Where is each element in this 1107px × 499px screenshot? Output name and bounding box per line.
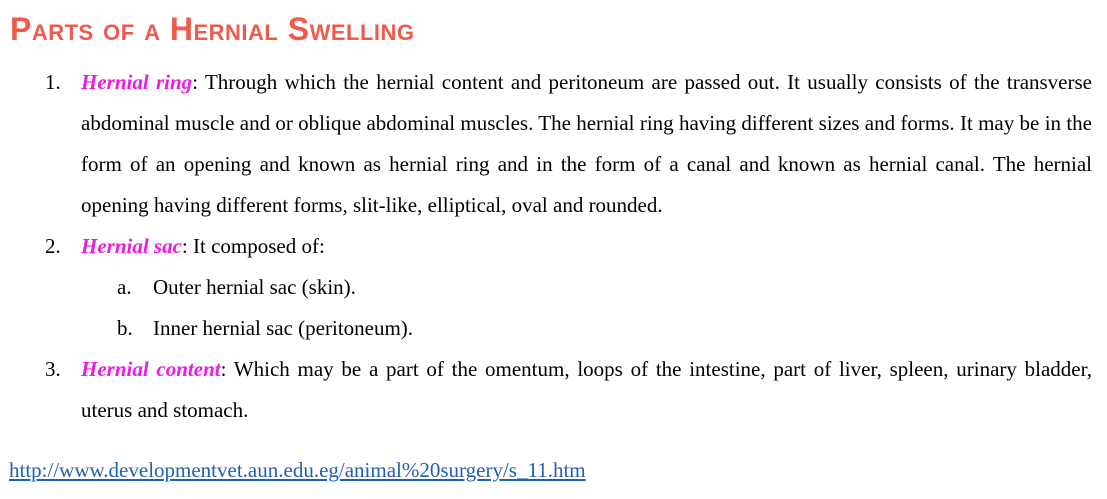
item-description: : Which may be a part of the omentum, loops of the intestine, part of liver, spleen, urinary bladder, uterus and stomach. [81,357,1092,422]
sublist-text: Inner hernial sac (peritoneum). [153,316,414,340]
list-item-hernial-ring [0,62,1107,226]
list-item-hernial-sac [0,226,1107,267]
sublist-text: Outer hernial sac (skin). [153,275,356,299]
sublist-letter: b. [117,316,133,340]
list-number: 1. [45,70,61,94]
list-number: 2. [45,234,61,258]
sublist-item-outer-sac [0,267,1107,308]
page-title: Parts of a Hernial Swelling [10,11,415,47]
term-hernial-content: Hernial content [81,357,221,381]
source-link[interactable]: http://www.developmentvet.aun.edu.eg/animal%20surgery/s_11.htm [9,458,586,482]
sublist-item-inner-sac [0,308,1107,349]
list-number: 3. [45,357,61,381]
item-description: : Through which the hernial content and peritoneum are passed out. It usually consists of the transverse abdominal muscle and or oblique abdominal muscles. The hernial ring having different sizes and forms. It may be in the form of an opening and known as hernial ring and in the form of a canal and known as hernial canal. The hernial opening having different forms, slit-like, elliptical, oval and rounded. [81,70,1092,217]
term-hernial-ring: Hernial ring [81,70,193,94]
sublist-letter: a. [117,275,132,299]
item-description: : It composed of: [181,234,325,258]
list-item-hernial-content [0,349,1107,431]
term-hernial-sac: Hernial sac [81,234,182,258]
parts-list [0,62,1107,431]
